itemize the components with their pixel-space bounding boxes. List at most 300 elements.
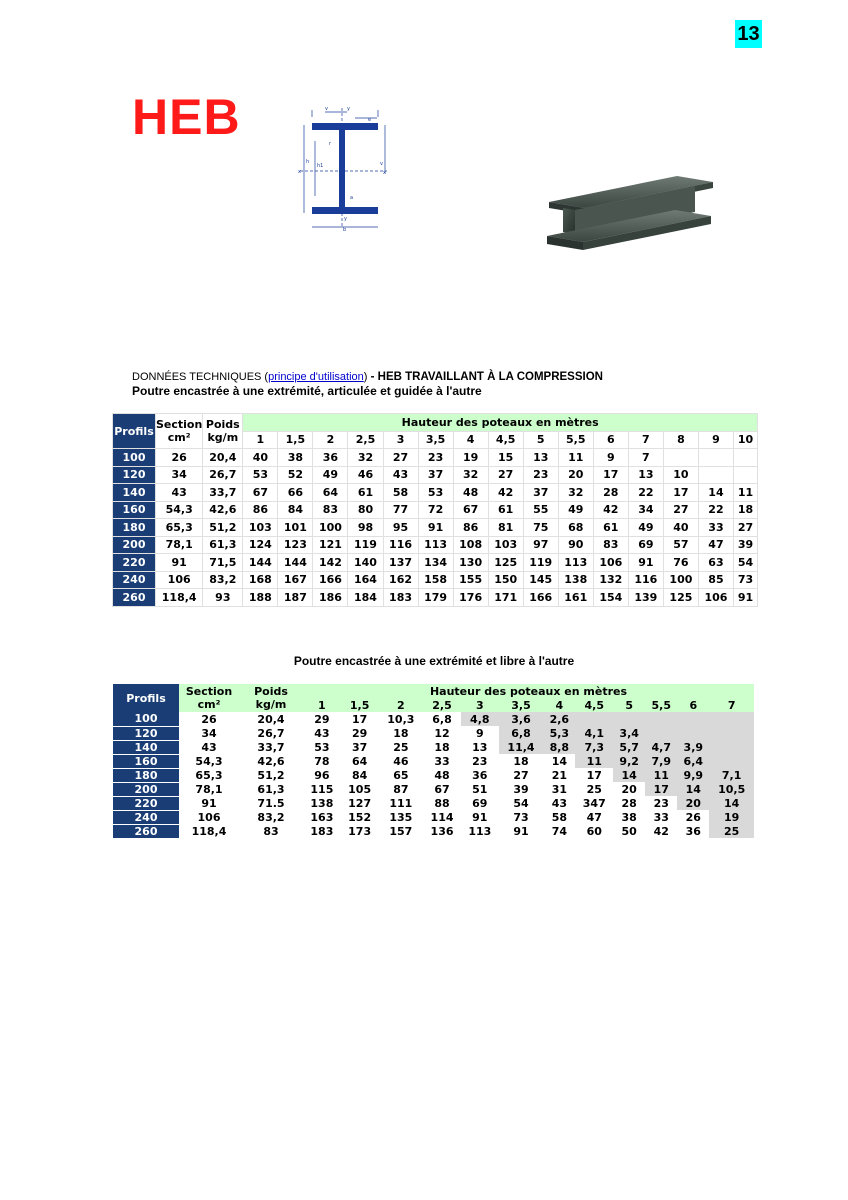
load-cell: 127 <box>348 796 372 810</box>
load-cell: 27 <box>733 519 757 537</box>
load-cell: 14 <box>677 782 709 796</box>
load-cell: 145 <box>523 571 558 589</box>
profil-cell: 160 <box>113 754 179 768</box>
load-cell: 61 <box>488 501 523 519</box>
load-cell: 64 <box>351 754 368 768</box>
load-cell: 10,3 <box>387 712 415 726</box>
load-cell: 9 <box>475 726 484 740</box>
load-cell: 46 <box>348 466 383 484</box>
section-cell: 118,4 <box>191 824 227 838</box>
load-cell: 100 <box>663 571 698 589</box>
svg-text:x: x <box>383 170 386 176</box>
load-cell: 6,8 <box>432 712 452 726</box>
poids-unit: kg/m <box>255 698 287 711</box>
load-cell: 152 <box>348 810 372 824</box>
load-cell: 50 <box>621 824 637 838</box>
load-cell: 29 <box>314 712 330 726</box>
load-cell: 32 <box>348 449 383 467</box>
section-label: Section <box>156 418 203 431</box>
load-cell: 4,8 <box>461 712 499 726</box>
table-row <box>113 824 754 838</box>
load-cell: 27 <box>383 449 418 467</box>
height-header: 1 <box>303 698 341 712</box>
load-cell: 61 <box>348 484 383 502</box>
load-cell: 25 <box>586 782 602 796</box>
load-cell: 91 <box>418 519 453 537</box>
height-header: 2,5 <box>423 698 461 712</box>
load-cell: 154 <box>593 589 628 607</box>
profil-cell: 140 <box>113 484 156 502</box>
load-cell: 95 <box>383 519 418 537</box>
svg-text:y: y <box>347 106 350 112</box>
load-cell: 116 <box>628 571 663 589</box>
load-cell: 3,6 <box>499 712 544 726</box>
load-cell: 176 <box>453 589 488 607</box>
profil-cell: 180 <box>113 519 156 537</box>
load-cell: 25 <box>393 740 409 754</box>
load-cell: 6,4 <box>677 754 709 768</box>
table-row <box>113 740 754 754</box>
load-cell: 187 <box>278 589 313 607</box>
load-cell: 142 <box>313 554 348 572</box>
load-cell: 25 <box>709 824 754 838</box>
poids-cell: 51,2 <box>257 768 285 782</box>
load-cell: 166 <box>523 589 558 607</box>
load-cell: 23 <box>418 449 453 467</box>
section-header <box>156 414 203 449</box>
load-cell: 347 <box>582 796 606 810</box>
load-cell: 47 <box>586 810 602 824</box>
profil-cell: 180 <box>113 768 179 782</box>
height-header: 4 <box>453 431 488 449</box>
load-cell: 96 <box>314 768 330 782</box>
poids-unit: kg/m <box>207 431 239 444</box>
load-cell: 33 <box>653 810 669 824</box>
table-row <box>113 571 758 589</box>
load-cell: 33 <box>698 519 733 537</box>
poids-cell: 26,7 <box>203 466 243 484</box>
load-cell <box>677 712 709 726</box>
load-cell: 43 <box>383 466 418 484</box>
load-cell: 53 <box>314 740 330 754</box>
table-row <box>113 782 754 796</box>
load-cell: 9,9 <box>677 768 709 782</box>
load-cell: 68 <box>558 519 593 537</box>
load-cell: 18 <box>733 501 757 519</box>
load-cell: 81 <box>488 519 523 537</box>
load-cell: 136 <box>430 824 454 838</box>
load-cell: 32 <box>453 466 488 484</box>
load-cell: 84 <box>351 768 368 782</box>
height-header: 5 <box>613 698 645 712</box>
section-cell: 34 <box>201 726 217 740</box>
load-cell: 7,9 <box>645 754 677 768</box>
svg-text:e: e <box>368 117 372 123</box>
principe-link[interactable]: principe d'utilisation <box>268 371 364 383</box>
load-cell: 163 <box>310 810 334 824</box>
load-cell: 115 <box>310 782 334 796</box>
load-cell: 53 <box>418 484 453 502</box>
load-cell: 14 <box>698 484 733 502</box>
profil-cell: 120 <box>113 466 156 484</box>
load-cell: 91 <box>513 824 529 838</box>
profil-cell: 120 <box>113 726 179 740</box>
load-cell: 14 <box>709 796 754 810</box>
profil-cell: 220 <box>113 554 156 572</box>
load-cell: 130 <box>453 554 488 572</box>
load-cell: 64 <box>313 484 348 502</box>
heb-beam-image <box>545 172 715 256</box>
load-cell: 18 <box>434 740 450 754</box>
load-cell: 105 <box>348 782 372 796</box>
load-cell <box>733 449 757 467</box>
load-cell: 11 <box>645 768 677 782</box>
load-cell: 113 <box>418 536 453 554</box>
section-unit: cm² <box>197 698 221 711</box>
intro-subtitle: Poutre encastrée à une extrémité, articulée et guidée à l'autre <box>132 384 482 398</box>
load-cell: 17 <box>593 466 628 484</box>
intro-heading: - HEB TRAVAILLANT À LA COMPRESSION <box>367 371 603 383</box>
load-cell: 184 <box>348 589 383 607</box>
load-cell <box>733 466 757 484</box>
load-cell: 124 <box>243 536 278 554</box>
load-cell: 7,3 <box>575 740 613 754</box>
height-header: 4 <box>543 698 575 712</box>
load-cell: 4,1 <box>575 726 613 740</box>
profil-cell: 240 <box>113 571 156 589</box>
svg-text:h: h <box>306 159 310 165</box>
load-cell: 27 <box>513 768 529 782</box>
profil-cell: 100 <box>113 712 179 726</box>
load-cell: 19 <box>453 449 488 467</box>
load-cell: 38 <box>621 810 637 824</box>
table-row <box>113 536 758 554</box>
load-cell: 135 <box>389 810 413 824</box>
profil-cell: 240 <box>113 810 179 824</box>
load-cell: 188 <box>243 589 278 607</box>
load-cell: 42 <box>488 484 523 502</box>
load-cell: 167 <box>278 571 313 589</box>
load-cell: 60 <box>586 824 602 838</box>
load-cell: 7 <box>628 449 663 467</box>
load-cell: 76 <box>663 554 698 572</box>
poids-header <box>239 684 303 712</box>
load-cell: 138 <box>558 571 593 589</box>
poids-cell: 61,3 <box>257 782 285 796</box>
load-cell: 51 <box>472 782 488 796</box>
load-cell: 119 <box>348 536 383 554</box>
section-cell: 106 <box>156 571 203 589</box>
load-cell: 179 <box>418 589 453 607</box>
load-cell: 150 <box>488 571 523 589</box>
svg-text:a: a <box>350 195 354 201</box>
load-cell: 48 <box>434 768 450 782</box>
load-cell: 33 <box>434 754 450 768</box>
load-cell: 3,9 <box>677 740 709 754</box>
load-cell: 11 <box>733 484 757 502</box>
svg-text:r: r <box>329 141 332 147</box>
table-row <box>113 796 754 810</box>
load-cell: 125 <box>488 554 523 572</box>
svg-text:v: v <box>325 106 328 112</box>
load-cell: 73 <box>513 810 529 824</box>
section-cell: 91 <box>201 796 217 810</box>
table-row <box>113 810 754 824</box>
load-cell: 158 <box>418 571 453 589</box>
section-cell: 78,1 <box>156 536 203 554</box>
height-header: 1,5 <box>278 431 313 449</box>
load-cell: 63 <box>698 554 733 572</box>
load-cell: 54 <box>513 796 529 810</box>
height-header: 10 <box>733 431 757 449</box>
table-row <box>113 449 758 467</box>
load-cell: 75 <box>523 519 558 537</box>
load-cell: 13 <box>628 466 663 484</box>
load-cell: 11 <box>558 449 593 467</box>
load-cell: 37 <box>418 466 453 484</box>
load-cell <box>677 726 709 740</box>
table-row <box>113 754 754 768</box>
poids-cell: 42,6 <box>203 501 243 519</box>
load-cell: 186 <box>313 589 348 607</box>
load-cell <box>698 466 733 484</box>
profil-cell: 160 <box>113 501 156 519</box>
section-cell: 65,3 <box>156 519 203 537</box>
load-cell: 58 <box>551 810 567 824</box>
load-cell: 91 <box>628 554 663 572</box>
load-cell <box>709 726 754 740</box>
load-cell: 21 <box>551 768 567 782</box>
height-header: 9 <box>698 431 733 449</box>
profil-cell: 140 <box>113 740 179 754</box>
poids-cell: 83,2 <box>203 571 243 589</box>
load-cell: 22 <box>628 484 663 502</box>
load-cell: 17 <box>645 782 677 796</box>
height-header: 5 <box>523 431 558 449</box>
load-cell: 23 <box>523 466 558 484</box>
poids-cell: 20,4 <box>203 449 243 467</box>
load-cell <box>698 449 733 467</box>
load-cell: 83 <box>313 501 348 519</box>
load-cell: 49 <box>558 501 593 519</box>
load-cell: 26 <box>685 810 701 824</box>
load-cell: 113 <box>468 824 492 838</box>
height-header: 3 <box>461 698 499 712</box>
load-cell: 121 <box>313 536 348 554</box>
load-cell: 134 <box>418 554 453 572</box>
load-cell: 67 <box>453 501 488 519</box>
load-cell: 13 <box>523 449 558 467</box>
load-cell: 80 <box>348 501 383 519</box>
load-cell: 123 <box>278 536 313 554</box>
height-header: 7 <box>628 431 663 449</box>
load-cell: 18 <box>393 726 409 740</box>
poids-label: Poids <box>205 418 240 431</box>
load-cell: 101 <box>278 519 313 537</box>
load-cell <box>613 712 645 726</box>
poids-cell: 42,6 <box>257 754 285 768</box>
poids-cell: 93 <box>203 589 243 607</box>
table-row <box>113 466 758 484</box>
load-cell: 32 <box>558 484 593 502</box>
load-cell: 72 <box>418 501 453 519</box>
load-cell: 11,4 <box>499 740 544 754</box>
section-cell: 43 <box>156 484 203 502</box>
load-cell: 55 <box>523 501 558 519</box>
section-cell: 26 <box>201 712 217 726</box>
load-cell: 164 <box>348 571 383 589</box>
svg-text:y: y <box>344 216 347 222</box>
load-cell: 87 <box>393 782 409 796</box>
load-cell: 67 <box>243 484 278 502</box>
load-cell: 36 <box>472 768 488 782</box>
load-cell: 31 <box>551 782 567 796</box>
load-cell: 11 <box>575 754 613 768</box>
load-cell: 39 <box>513 782 529 796</box>
page-title: HEB <box>132 89 241 145</box>
load-cell: 48 <box>453 484 488 502</box>
poids-cell: 26,7 <box>257 726 285 740</box>
load-cell: 85 <box>698 571 733 589</box>
svg-text:v: v <box>380 161 383 167</box>
poids-cell: 71,5 <box>203 554 243 572</box>
load-cell: 66 <box>278 484 313 502</box>
height-header: 1,5 <box>341 698 379 712</box>
load-cell: 83 <box>593 536 628 554</box>
load-cell: 42 <box>593 501 628 519</box>
load-cell: 15 <box>488 449 523 467</box>
profil-cell: 260 <box>113 589 156 607</box>
profils-header: Profils <box>113 684 179 712</box>
poids-label: Poids <box>254 685 288 698</box>
section-cell: 54,3 <box>195 754 223 768</box>
height-header: 7 <box>709 698 754 712</box>
section-cell: 65,3 <box>195 768 223 782</box>
load-cell: 13 <box>472 740 488 754</box>
load-cell: 91 <box>733 589 757 607</box>
load-cell: 36 <box>685 824 701 838</box>
height-header: 6 <box>677 698 709 712</box>
svg-text:x: x <box>298 169 301 175</box>
load-cell: 69 <box>628 536 663 554</box>
hauteur-header: Hauteur des poteaux en mètres <box>303 684 754 698</box>
height-header: 3 <box>383 431 418 449</box>
profil-cell: 200 <box>113 536 156 554</box>
load-cell <box>709 712 754 726</box>
load-cell: 58 <box>383 484 418 502</box>
load-cell: 106 <box>698 589 733 607</box>
height-header: 4,5 <box>575 698 613 712</box>
section-cell: 34 <box>156 466 203 484</box>
load-cell: 10,5 <box>709 782 754 796</box>
load-cell: 78 <box>314 754 330 768</box>
poids-cell: 61,3 <box>203 536 243 554</box>
load-cell: 173 <box>348 824 372 838</box>
height-header: 6 <box>593 431 628 449</box>
intro-close-paren: ) <box>363 371 368 383</box>
load-cell: 155 <box>453 571 488 589</box>
load-cell: 137 <box>383 554 418 572</box>
load-cell: 29 <box>351 726 368 740</box>
profil-cell: 200 <box>113 782 179 796</box>
load-cell: 113 <box>558 554 593 572</box>
section-subtitle: Poutre encastrée à une extrémité et libre à l'autre <box>293 654 575 668</box>
load-cell: 49 <box>313 466 348 484</box>
page-number: 13 <box>735 20 762 48</box>
load-cell: 74 <box>551 824 567 838</box>
load-cell: 19 <box>709 810 754 824</box>
load-cell: 162 <box>383 571 418 589</box>
height-header: 5,5 <box>645 698 677 712</box>
table-row <box>113 712 754 726</box>
load-cell: 168 <box>243 571 278 589</box>
load-cell: 40 <box>663 519 698 537</box>
table-row <box>113 519 758 537</box>
load-cell: 53 <box>243 466 278 484</box>
load-cell: 116 <box>383 536 418 554</box>
load-cell: 14 <box>551 754 567 768</box>
load-cell <box>663 449 698 467</box>
load-cell: 88 <box>434 796 450 810</box>
load-cell: 108 <box>453 536 488 554</box>
load-cell: 36 <box>313 449 348 467</box>
section-cell: 78,1 <box>195 782 223 796</box>
load-cell: 9 <box>593 449 628 467</box>
load-cell: 52 <box>278 466 313 484</box>
load-cell: 17 <box>663 484 698 502</box>
heb-section-diagram <box>295 103 390 233</box>
load-cell: 65 <box>393 768 409 782</box>
load-cell: 37 <box>523 484 558 502</box>
height-header: 3,5 <box>418 431 453 449</box>
load-cell: 119 <box>523 554 558 572</box>
load-cell: 3,4 <box>613 726 645 740</box>
load-cell: 132 <box>593 571 628 589</box>
height-header: 5,5 <box>558 431 593 449</box>
load-cell: 77 <box>383 501 418 519</box>
load-cell: 22 <box>698 501 733 519</box>
load-cell: 20 <box>677 796 709 810</box>
poids-cell: 71.5 <box>257 796 285 810</box>
load-cell: 17 <box>586 768 602 782</box>
section-cell: 91 <box>156 554 203 572</box>
compression-table-articulated <box>112 413 758 607</box>
load-cell: 103 <box>488 536 523 554</box>
load-cell <box>645 712 677 726</box>
load-cell: 139 <box>628 589 663 607</box>
load-cell: 183 <box>310 824 334 838</box>
load-cell: 2,6 <box>543 712 575 726</box>
load-cell: 171 <box>488 589 523 607</box>
load-cell: 111 <box>389 796 413 810</box>
load-cell: 40 <box>243 449 278 467</box>
section-cell: 54,3 <box>156 501 203 519</box>
load-cell <box>575 712 613 726</box>
section-label: Section <box>185 685 233 698</box>
load-cell: 47 <box>698 536 733 554</box>
load-cell: 38 <box>278 449 313 467</box>
load-cell: 27 <box>663 501 698 519</box>
load-cell: 18 <box>513 754 529 768</box>
load-cell: 49 <box>628 519 663 537</box>
section-unit: cm² <box>167 431 191 444</box>
load-cell: 61 <box>593 519 628 537</box>
load-cell: 5,7 <box>613 740 645 754</box>
load-cell: 8,8 <box>543 740 575 754</box>
load-cell: 39 <box>733 536 757 554</box>
load-cell: 12 <box>434 726 450 740</box>
load-cell: 28 <box>593 484 628 502</box>
